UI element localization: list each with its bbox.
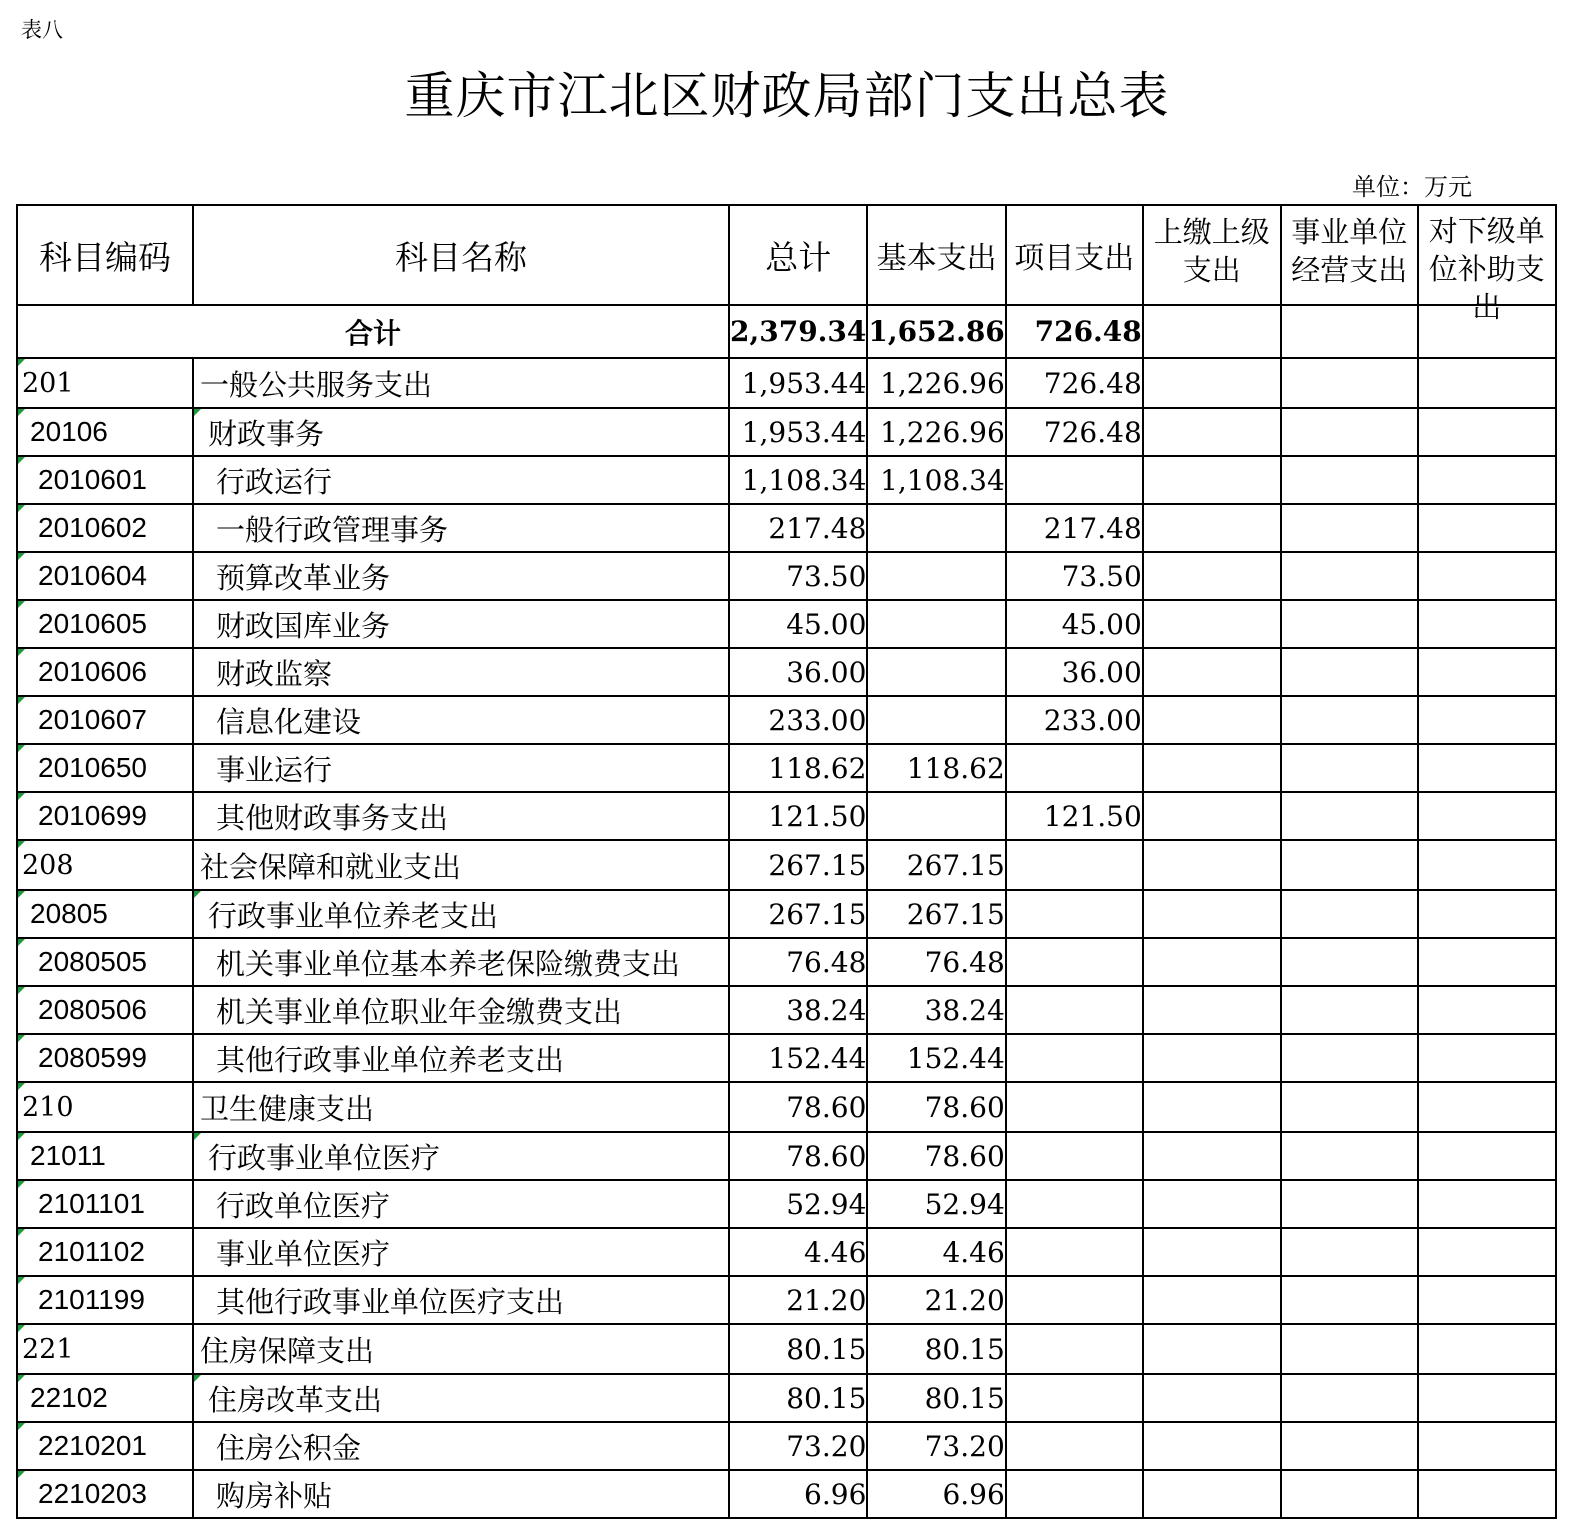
row-name: 事业运行 bbox=[193, 744, 729, 792]
row-code-text: 208 bbox=[22, 849, 74, 881]
row-sub bbox=[1418, 1180, 1556, 1228]
row-upper bbox=[1143, 1324, 1281, 1374]
row-total: 267.15 bbox=[729, 890, 867, 938]
row-name: 卫生健康支出 bbox=[193, 1082, 729, 1132]
row-name: 信息化建设 bbox=[193, 696, 729, 744]
row-sub bbox=[1418, 504, 1556, 552]
row-upper bbox=[1143, 1034, 1281, 1082]
row-upper bbox=[1143, 1180, 1281, 1228]
row-code bbox=[17, 358, 193, 408]
row-name: 预算改革业务 bbox=[193, 552, 729, 600]
row-biz bbox=[1281, 648, 1418, 696]
header-upper: 上缴上级支出 bbox=[1143, 205, 1281, 305]
row-upper bbox=[1143, 744, 1281, 792]
row-biz bbox=[1281, 744, 1418, 792]
header-name: 科目名称 bbox=[193, 205, 729, 305]
table-row bbox=[17, 1180, 1556, 1228]
cell-marker-icon bbox=[18, 841, 25, 848]
row-code bbox=[17, 600, 193, 648]
table-row bbox=[17, 1470, 1556, 1518]
row-upper bbox=[1143, 552, 1281, 600]
row-code bbox=[17, 986, 193, 1034]
table-row bbox=[17, 1276, 1556, 1324]
row-upper bbox=[1143, 890, 1281, 938]
total-biz bbox=[1281, 305, 1418, 358]
row-project: 36.00 bbox=[1006, 648, 1143, 696]
row-name bbox=[193, 1374, 729, 1422]
row-sub bbox=[1418, 938, 1556, 986]
cell-marker-icon bbox=[18, 1471, 25, 1478]
row-total: 121.50 bbox=[729, 792, 867, 840]
cell-marker-icon bbox=[18, 409, 25, 416]
cell-marker-icon bbox=[18, 1277, 25, 1284]
row-code-text: 2010699 bbox=[38, 800, 148, 831]
row-total: 73.20 bbox=[729, 1422, 867, 1470]
row-code bbox=[17, 1228, 193, 1276]
row-project: 45.00 bbox=[1006, 600, 1143, 648]
row-code-text: 2210201 bbox=[38, 1430, 148, 1461]
row-project bbox=[1006, 1324, 1143, 1374]
row-sub bbox=[1418, 890, 1556, 938]
row-upper bbox=[1143, 1132, 1281, 1180]
row-upper bbox=[1143, 648, 1281, 696]
row-basic: 80.15 bbox=[867, 1324, 1005, 1374]
document-label: 表八 bbox=[21, 18, 63, 42]
table-row bbox=[17, 456, 1556, 504]
row-sub bbox=[1418, 600, 1556, 648]
row-code bbox=[17, 1082, 193, 1132]
row-code bbox=[17, 456, 193, 504]
row-sub bbox=[1418, 1470, 1556, 1518]
row-code-text: 221 bbox=[22, 1333, 74, 1365]
cell-marker-icon bbox=[18, 601, 25, 608]
row-project bbox=[1006, 1422, 1143, 1470]
cell-marker-icon bbox=[18, 505, 25, 512]
row-code bbox=[17, 840, 193, 890]
row-project bbox=[1006, 1034, 1143, 1082]
row-name: 社会保障和就业支出 bbox=[193, 840, 729, 890]
row-biz bbox=[1281, 792, 1418, 840]
row-code-text: 2080599 bbox=[38, 1042, 148, 1073]
cell-marker-icon bbox=[18, 891, 25, 898]
row-upper bbox=[1143, 504, 1281, 552]
row-biz bbox=[1281, 986, 1418, 1034]
row-biz bbox=[1281, 456, 1418, 504]
row-basic: 21.20 bbox=[867, 1276, 1005, 1324]
row-basic bbox=[867, 648, 1005, 696]
row-project bbox=[1006, 1374, 1143, 1422]
cell-marker-icon bbox=[194, 1375, 201, 1382]
cell-marker-icon bbox=[18, 793, 25, 800]
row-biz bbox=[1281, 552, 1418, 600]
row-code bbox=[17, 1180, 193, 1228]
row-project bbox=[1006, 890, 1143, 938]
row-basic: 78.60 bbox=[867, 1082, 1005, 1132]
row-upper bbox=[1143, 696, 1281, 744]
row-total: 52.94 bbox=[729, 1180, 867, 1228]
header-biz: 事业单位经营支出 bbox=[1281, 205, 1418, 305]
row-code bbox=[17, 504, 193, 552]
row-total: 21.20 bbox=[729, 1276, 867, 1324]
cell-marker-icon bbox=[18, 1083, 25, 1090]
row-total: 267.15 bbox=[729, 840, 867, 890]
row-basic: 1,108.34 bbox=[867, 456, 1005, 504]
table-row bbox=[17, 986, 1556, 1034]
row-project bbox=[1006, 1228, 1143, 1276]
cell-marker-icon bbox=[18, 745, 25, 752]
row-project: 726.48 bbox=[1006, 408, 1143, 456]
table-row bbox=[17, 1132, 1556, 1180]
row-name: 行政单位医疗 bbox=[193, 1180, 729, 1228]
row-project: 726.48 bbox=[1006, 358, 1143, 408]
row-code bbox=[17, 792, 193, 840]
row-code-text: 201 bbox=[22, 367, 74, 399]
row-code bbox=[17, 1276, 193, 1324]
table-row bbox=[17, 648, 1556, 696]
total-basic: 1,652.86 bbox=[867, 305, 1005, 358]
cell-marker-icon bbox=[18, 1423, 25, 1430]
row-project bbox=[1006, 1132, 1143, 1180]
row-upper bbox=[1143, 1470, 1281, 1518]
header-code: 科目编码 bbox=[17, 205, 193, 305]
row-total: 1,108.34 bbox=[729, 456, 867, 504]
row-basic: 52.94 bbox=[867, 1180, 1005, 1228]
row-basic: 1,226.96 bbox=[867, 408, 1005, 456]
row-project bbox=[1006, 1180, 1143, 1228]
table-row bbox=[17, 600, 1556, 648]
row-sub bbox=[1418, 986, 1556, 1034]
row-biz bbox=[1281, 1276, 1418, 1324]
row-upper bbox=[1143, 986, 1281, 1034]
row-biz bbox=[1281, 1422, 1418, 1470]
row-biz bbox=[1281, 358, 1418, 408]
row-project: 121.50 bbox=[1006, 792, 1143, 840]
total-total: 2,379.34 bbox=[729, 305, 867, 358]
row-basic: 38.24 bbox=[867, 986, 1005, 1034]
row-code-text: 20106 bbox=[30, 416, 108, 447]
row-code bbox=[17, 696, 193, 744]
row-name bbox=[193, 408, 729, 456]
row-total: 1,953.44 bbox=[729, 408, 867, 456]
row-sub bbox=[1418, 552, 1556, 600]
row-name: 事业单位医疗 bbox=[193, 1228, 729, 1276]
header-project: 项目支出 bbox=[1006, 205, 1143, 305]
row-name: 机关事业单位职业年金缴费支出 bbox=[193, 986, 729, 1034]
row-name: 住房公积金 bbox=[193, 1422, 729, 1470]
total-upper bbox=[1143, 305, 1281, 358]
row-name: 机关事业单位基本养老保险缴费支出 bbox=[193, 938, 729, 986]
cell-marker-icon bbox=[18, 553, 25, 560]
row-sub bbox=[1418, 1324, 1556, 1374]
row-code bbox=[17, 648, 193, 696]
row-total: 78.60 bbox=[729, 1132, 867, 1180]
row-sub bbox=[1418, 744, 1556, 792]
cell-marker-icon bbox=[18, 1325, 25, 1332]
row-total: 1,953.44 bbox=[729, 358, 867, 408]
row-biz bbox=[1281, 1180, 1418, 1228]
row-name: 行政运行 bbox=[193, 456, 729, 504]
cell-marker-icon bbox=[194, 1133, 201, 1140]
header-basic: 基本支出 bbox=[867, 205, 1005, 305]
table-row bbox=[17, 1324, 1556, 1374]
table-row bbox=[17, 744, 1556, 792]
row-project: 217.48 bbox=[1006, 504, 1143, 552]
row-total: 233.00 bbox=[729, 696, 867, 744]
row-sub bbox=[1418, 456, 1556, 504]
cell-marker-icon bbox=[18, 987, 25, 994]
row-upper bbox=[1143, 1276, 1281, 1324]
cell-marker-icon bbox=[18, 649, 25, 656]
row-sub bbox=[1418, 1228, 1556, 1276]
row-name: 财政监察 bbox=[193, 648, 729, 696]
row-sub bbox=[1418, 1374, 1556, 1422]
row-name-text: 行政事业单位养老支出 bbox=[208, 898, 499, 933]
row-biz bbox=[1281, 600, 1418, 648]
row-project: 233.00 bbox=[1006, 696, 1143, 744]
row-total: 36.00 bbox=[729, 648, 867, 696]
total-row bbox=[17, 305, 1556, 358]
row-name: 一般行政管理事务 bbox=[193, 504, 729, 552]
row-total: 4.46 bbox=[729, 1228, 867, 1276]
row-project bbox=[1006, 938, 1143, 986]
row-basic bbox=[867, 600, 1005, 648]
row-code-text: 2010602 bbox=[38, 512, 148, 543]
row-code bbox=[17, 1374, 193, 1422]
row-name: 财政国库业务 bbox=[193, 600, 729, 648]
row-code bbox=[17, 1034, 193, 1082]
row-name: 一般公共服务支出 bbox=[193, 358, 729, 408]
row-name: 住房保障支出 bbox=[193, 1324, 729, 1374]
page-title: 重庆市江北区财政局部门支出总表 bbox=[404, 67, 1170, 125]
row-name: 其他行政事业单位医疗支出 bbox=[193, 1276, 729, 1324]
row-project bbox=[1006, 986, 1143, 1034]
row-basic: 76.48 bbox=[867, 938, 1005, 986]
cell-marker-icon bbox=[18, 1375, 25, 1382]
row-biz bbox=[1281, 1374, 1418, 1422]
table-row bbox=[17, 358, 1556, 408]
table-row bbox=[17, 696, 1556, 744]
row-project bbox=[1006, 744, 1143, 792]
cell-marker-icon bbox=[194, 891, 201, 898]
row-basic: 78.60 bbox=[867, 1132, 1005, 1180]
row-biz bbox=[1281, 408, 1418, 456]
row-biz bbox=[1281, 938, 1418, 986]
row-code bbox=[17, 552, 193, 600]
row-sub bbox=[1418, 1034, 1556, 1082]
row-total: 38.24 bbox=[729, 986, 867, 1034]
table-row bbox=[17, 504, 1556, 552]
row-basic: 6.96 bbox=[867, 1470, 1005, 1518]
row-code-text: 2010606 bbox=[38, 656, 148, 687]
row-code-text: 2101102 bbox=[38, 1236, 145, 1267]
row-upper bbox=[1143, 938, 1281, 986]
cell-marker-icon bbox=[18, 939, 25, 946]
row-biz bbox=[1281, 1324, 1418, 1374]
row-upper bbox=[1143, 600, 1281, 648]
table-row bbox=[17, 1082, 1556, 1132]
header-row bbox=[17, 205, 1556, 305]
row-code-text: 2080505 bbox=[38, 946, 148, 977]
row-project bbox=[1006, 1470, 1143, 1518]
row-sub bbox=[1418, 1276, 1556, 1324]
row-basic bbox=[867, 552, 1005, 600]
row-total: 80.15 bbox=[729, 1374, 867, 1422]
row-sub bbox=[1418, 1132, 1556, 1180]
table-row bbox=[17, 792, 1556, 840]
row-project: 73.50 bbox=[1006, 552, 1143, 600]
cell-marker-icon bbox=[18, 1133, 25, 1140]
row-upper bbox=[1143, 840, 1281, 890]
table-row bbox=[17, 552, 1556, 600]
row-name: 其他行政事业单位养老支出 bbox=[193, 1034, 729, 1082]
row-basic: 73.20 bbox=[867, 1422, 1005, 1470]
row-total: 78.60 bbox=[729, 1082, 867, 1132]
row-code bbox=[17, 1422, 193, 1470]
row-biz bbox=[1281, 1228, 1418, 1276]
row-basic: 152.44 bbox=[867, 1034, 1005, 1082]
row-name-text: 住房改革支出 bbox=[208, 1382, 383, 1417]
row-total: 217.48 bbox=[729, 504, 867, 552]
table-row bbox=[17, 1228, 1556, 1276]
row-project bbox=[1006, 456, 1143, 504]
row-sub bbox=[1418, 648, 1556, 696]
row-biz bbox=[1281, 504, 1418, 552]
row-code-text: 2101101 bbox=[38, 1188, 145, 1219]
row-sub bbox=[1418, 358, 1556, 408]
row-code bbox=[17, 744, 193, 792]
cell-marker-icon bbox=[18, 457, 25, 464]
header-sub: 对下级单位补助支出 bbox=[1418, 205, 1556, 305]
row-biz bbox=[1281, 1034, 1418, 1082]
row-upper bbox=[1143, 1422, 1281, 1470]
row-upper bbox=[1143, 1228, 1281, 1276]
row-sub bbox=[1418, 792, 1556, 840]
row-code bbox=[17, 938, 193, 986]
row-code-text: 2010607 bbox=[38, 704, 148, 735]
row-code-text: 2010605 bbox=[38, 608, 148, 639]
row-total: 152.44 bbox=[729, 1034, 867, 1082]
row-basic: 267.15 bbox=[867, 840, 1005, 890]
expenditure-table bbox=[16, 204, 1557, 1519]
row-name: 其他财政事务支出 bbox=[193, 792, 729, 840]
table-row bbox=[17, 1422, 1556, 1470]
row-sub bbox=[1418, 1422, 1556, 1470]
row-basic: 118.62 bbox=[867, 744, 1005, 792]
row-code-text: 2210203 bbox=[38, 1478, 148, 1509]
row-basic bbox=[867, 696, 1005, 744]
row-sub bbox=[1418, 696, 1556, 744]
row-biz bbox=[1281, 1132, 1418, 1180]
table-row bbox=[17, 840, 1556, 890]
total-project: 726.48 bbox=[1006, 305, 1143, 358]
row-biz bbox=[1281, 840, 1418, 890]
row-sub bbox=[1418, 408, 1556, 456]
row-project bbox=[1006, 1276, 1143, 1324]
row-upper bbox=[1143, 792, 1281, 840]
row-basic: 267.15 bbox=[867, 890, 1005, 938]
row-code-text: 2010650 bbox=[38, 752, 148, 783]
cell-marker-icon bbox=[18, 697, 25, 704]
row-code-text: 2010604 bbox=[38, 560, 148, 591]
row-code bbox=[17, 408, 193, 456]
row-name bbox=[193, 890, 729, 938]
row-biz bbox=[1281, 1082, 1418, 1132]
row-code-text: 2080506 bbox=[38, 994, 148, 1025]
row-code-text: 21011 bbox=[30, 1140, 106, 1171]
row-project bbox=[1006, 1082, 1143, 1132]
row-code bbox=[17, 1324, 193, 1374]
row-total: 76.48 bbox=[729, 938, 867, 986]
row-total: 45.00 bbox=[729, 600, 867, 648]
row-basic bbox=[867, 504, 1005, 552]
row-total: 73.50 bbox=[729, 552, 867, 600]
table-row bbox=[17, 408, 1556, 456]
row-code-text: 20805 bbox=[30, 898, 108, 929]
row-sub bbox=[1418, 1082, 1556, 1132]
row-sub bbox=[1418, 840, 1556, 890]
row-upper bbox=[1143, 1082, 1281, 1132]
row-code bbox=[17, 1132, 193, 1180]
cell-marker-icon bbox=[18, 1181, 25, 1188]
row-code-text: 210 bbox=[22, 1091, 74, 1123]
table-row bbox=[17, 890, 1556, 938]
row-upper bbox=[1143, 358, 1281, 408]
row-name-text: 财政事务 bbox=[208, 416, 325, 451]
table-row bbox=[17, 1034, 1556, 1082]
row-basic: 4.46 bbox=[867, 1228, 1005, 1276]
row-code bbox=[17, 1470, 193, 1518]
row-total: 80.15 bbox=[729, 1324, 867, 1374]
total-label: 合计 bbox=[17, 305, 729, 358]
row-basic: 80.15 bbox=[867, 1374, 1005, 1422]
unit-label: 单位：万元 bbox=[1352, 173, 1472, 201]
row-total: 118.62 bbox=[729, 744, 867, 792]
row-name bbox=[193, 1132, 729, 1180]
row-upper bbox=[1143, 456, 1281, 504]
cell-marker-icon bbox=[18, 1229, 25, 1236]
row-upper bbox=[1143, 1374, 1281, 1422]
row-biz bbox=[1281, 1470, 1418, 1518]
cell-marker-icon bbox=[18, 1035, 25, 1042]
row-code bbox=[17, 890, 193, 938]
cell-marker-icon bbox=[194, 409, 201, 416]
header-total: 总计 bbox=[729, 205, 867, 305]
row-code-text: 22102 bbox=[30, 1382, 108, 1413]
table-row bbox=[17, 938, 1556, 986]
row-biz bbox=[1281, 696, 1418, 744]
table-row bbox=[17, 1374, 1556, 1422]
row-upper bbox=[1143, 408, 1281, 456]
row-code-text: 2010601 bbox=[38, 464, 148, 495]
row-name-text: 行政事业单位医疗 bbox=[208, 1140, 441, 1175]
row-basic bbox=[867, 792, 1005, 840]
row-code-text: 2101199 bbox=[38, 1284, 145, 1315]
row-total: 6.96 bbox=[729, 1470, 867, 1518]
row-project bbox=[1006, 840, 1143, 890]
row-biz bbox=[1281, 890, 1418, 938]
cell-marker-icon bbox=[18, 359, 25, 366]
row-basic: 1,226.96 bbox=[867, 358, 1005, 408]
row-name: 购房补贴 bbox=[193, 1470, 729, 1518]
